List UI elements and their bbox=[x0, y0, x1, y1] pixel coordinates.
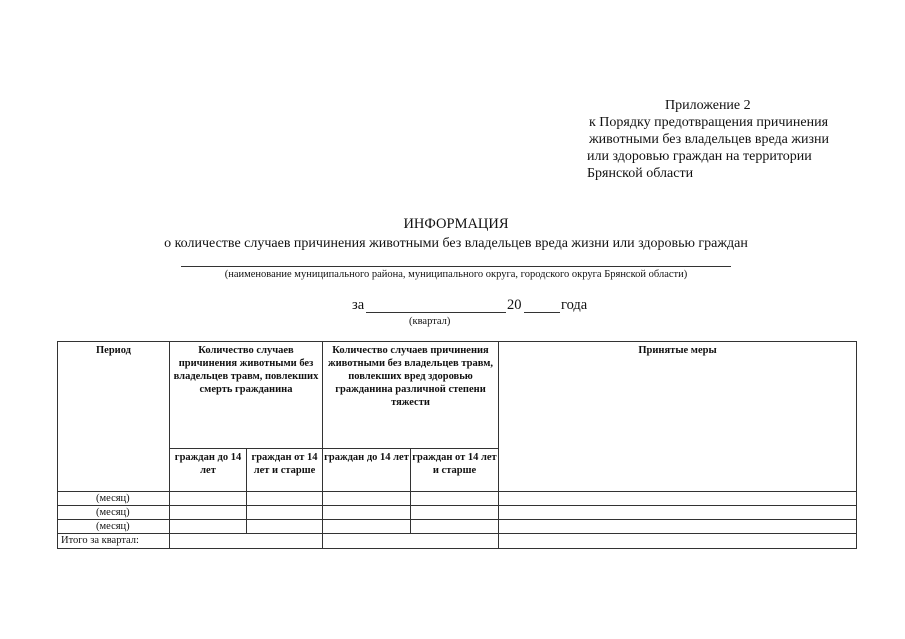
year-prefix: 20 bbox=[507, 297, 522, 313]
total-label: Итого за квартал: bbox=[58, 534, 170, 549]
header-period: Период bbox=[58, 342, 170, 492]
table-cell bbox=[411, 492, 499, 506]
table-cell bbox=[170, 520, 247, 534]
annex-line: животными без владельцев вреда жизни bbox=[589, 132, 830, 147]
table-cell bbox=[411, 506, 499, 520]
period-za-label: за bbox=[352, 297, 365, 313]
table-cell bbox=[247, 492, 323, 506]
table-cell bbox=[499, 506, 857, 520]
document-title: ИНФОРМАЦИЯ bbox=[403, 216, 509, 232]
table-row bbox=[58, 520, 857, 534]
table-row bbox=[58, 492, 857, 506]
table-header-row bbox=[58, 342, 857, 449]
table-cell bbox=[247, 506, 323, 520]
subheader-harm-over14: граждан от 14 лет и старше bbox=[411, 449, 499, 492]
annex-line: Приложение 2 bbox=[665, 98, 751, 113]
row-month-label: (месяц) bbox=[58, 492, 170, 506]
municipality-name-line bbox=[181, 266, 731, 267]
header-harm: Количество случаев причинения животными без владельцев травм, повлекших вред здоровью гражданина различной степени тяжести bbox=[323, 342, 499, 449]
table-cell bbox=[323, 492, 411, 506]
table-cell bbox=[323, 506, 411, 520]
annex-line: или здоровью граждан на территории bbox=[587, 149, 812, 164]
table-total-row bbox=[58, 534, 857, 549]
annex-line: Брянской области bbox=[587, 166, 694, 181]
year-blank-line bbox=[524, 297, 560, 313]
municipality-name-caption: (наименование муниципального района, муниципального округа, городского округа Брянской области) bbox=[224, 269, 688, 280]
annex-block bbox=[587, 97, 887, 182]
subheader-harm-under14: граждан до 14 лет bbox=[323, 449, 411, 492]
report-table bbox=[57, 341, 857, 549]
annex-line: к Порядку предотвращения причинения bbox=[589, 115, 829, 130]
year-suffix: года bbox=[561, 297, 588, 313]
table-cell bbox=[247, 520, 323, 534]
quarter-blank-line bbox=[366, 297, 506, 313]
total-measures-cell bbox=[499, 534, 857, 549]
table-cell bbox=[170, 506, 247, 520]
subheader-deaths-under14: граждан до 14 лет bbox=[170, 449, 247, 492]
header-measures: Принятые меры bbox=[499, 342, 857, 492]
row-month-label: (месяц) bbox=[58, 520, 170, 534]
table-cell bbox=[323, 520, 411, 534]
table-row bbox=[58, 506, 857, 520]
total-harm-cell bbox=[323, 534, 499, 549]
header-deaths: Количество случаев причинения животными без владельцев травм, повлекших смерть гражданина bbox=[170, 342, 323, 449]
table-cell bbox=[411, 520, 499, 534]
quarter-caption: (квартал) bbox=[409, 316, 451, 327]
table-cell bbox=[499, 492, 857, 506]
subheader-deaths-over14: граждан от 14 лет и старше bbox=[247, 449, 323, 492]
table-cell bbox=[170, 492, 247, 506]
document-subtitle: о количестве случаев причинения животными без владельцев вреда жизни или здоровью граждан bbox=[164, 236, 748, 251]
row-month-label: (месяц) bbox=[58, 506, 170, 520]
total-deaths-cell bbox=[170, 534, 323, 549]
table-cell bbox=[499, 520, 857, 534]
